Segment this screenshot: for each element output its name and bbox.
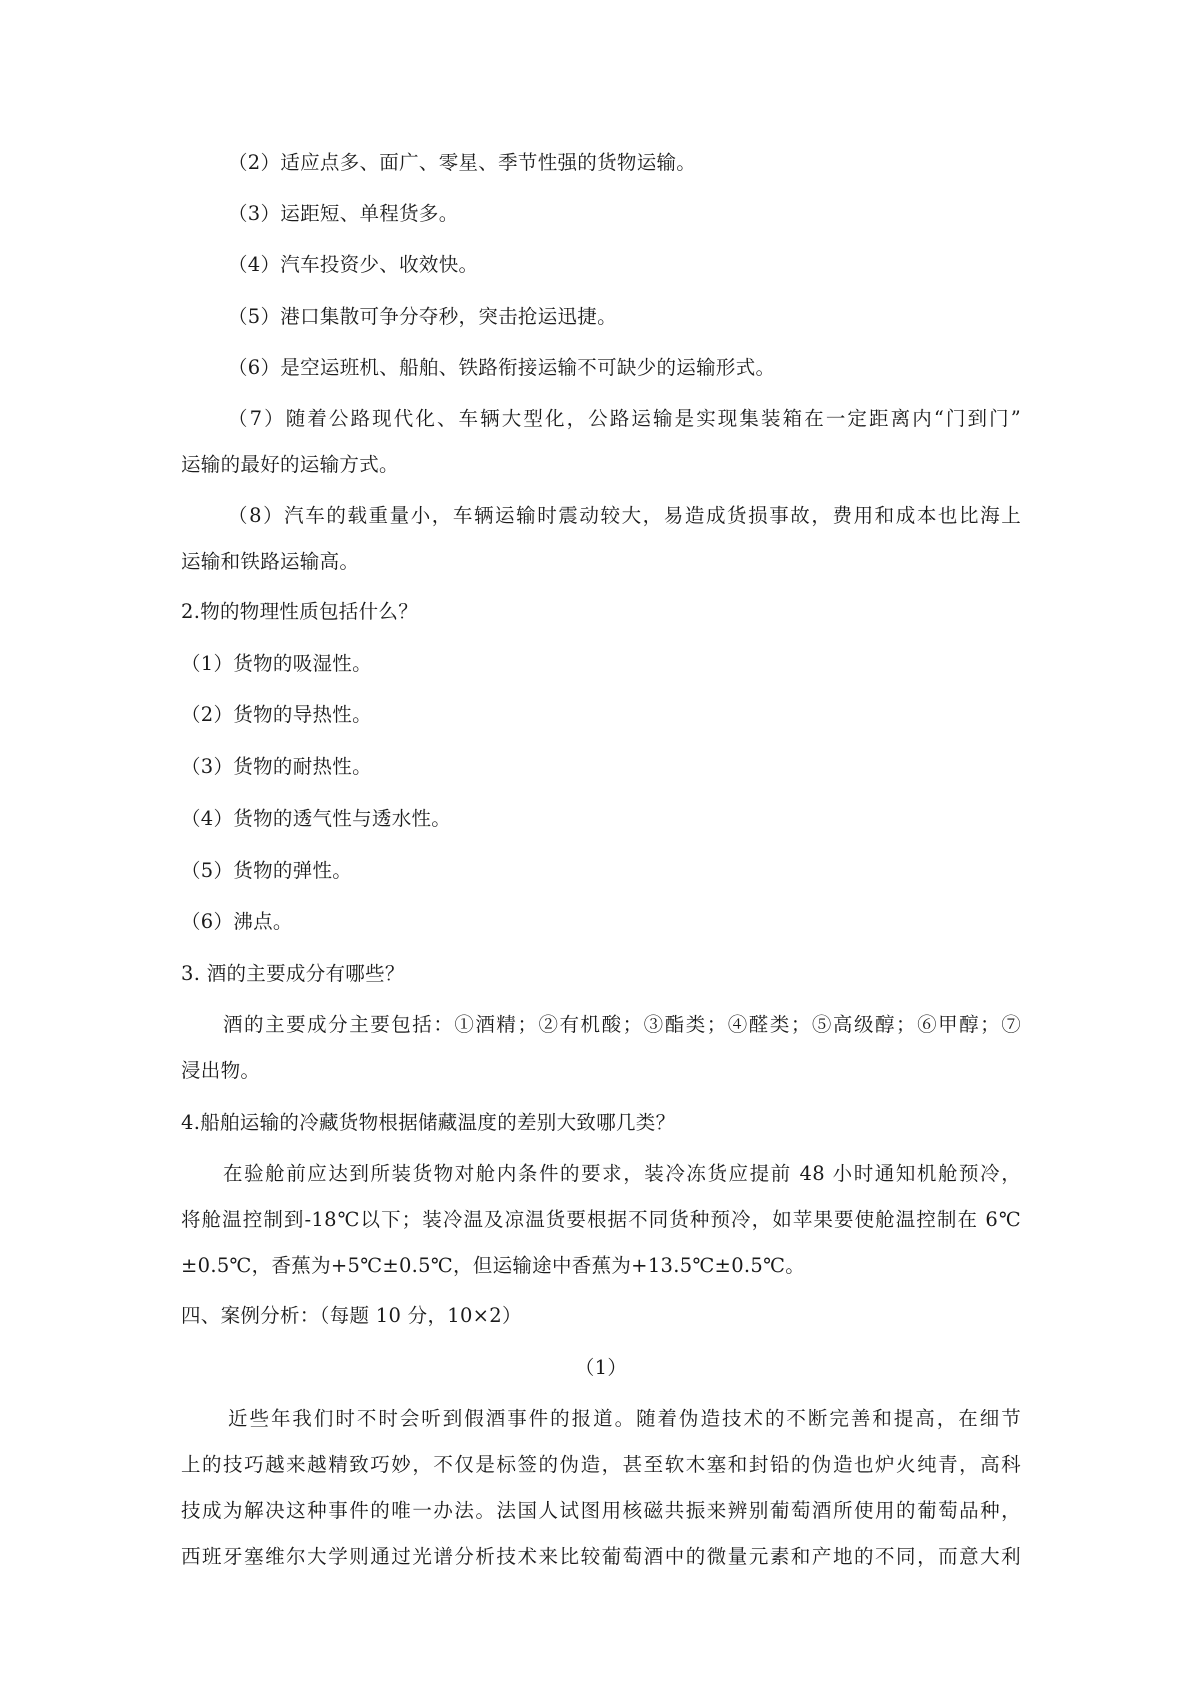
paragraph-line: （8）汽车的载重量小，车辆运输时震动较大，易造成货损事故，费用和成本也比海上	[228, 504, 1021, 527]
case-number: （1）	[574, 1356, 628, 1379]
question-title: 4.船舶运输的冷藏货物根据储藏温度的差别大致哪几类？	[181, 1111, 676, 1134]
paragraph-line: 酒的主要成分主要包括：①酒精；②有机酸；③酯类；④醛类；⑤高级醇；⑥甲醇；⑦	[223, 1013, 1021, 1036]
paragraph-line: 上的技巧越来越精致巧妙，不仅是标签的伪造，甚至软木塞和封铅的伪造也炉火纯青，高科	[181, 1453, 1021, 1476]
list-item: （6）沸点。	[181, 910, 293, 933]
list-item: （5）货物的弹性。	[181, 859, 353, 882]
paragraph-line: ±0.5℃，香蕉为+5℃±0.5℃，但运输途中香蕉为+13.5℃±0.5℃。	[181, 1254, 806, 1277]
list-item: （3）运距短、单程货多。	[228, 202, 459, 225]
list-item: （4）货物的透气性与透水性。	[181, 807, 452, 830]
question-title: 2.物的物理性质包括什么？	[181, 600, 419, 623]
paragraph-line: 在验舱前应达到所装货物对舱内条件的要求，装冷冻货应提前 48 小时通知机舱预冷，	[223, 1162, 1021, 1185]
list-item: （3）货物的耐热性。	[181, 755, 372, 778]
paragraph-line: 技成为解决这种事件的唯一办法。法国人试图用核磁共振来辨别葡萄酒所使用的葡萄品种，	[181, 1499, 1021, 1522]
question-title: 3. 酒的主要成分有哪些？	[181, 962, 405, 985]
paragraph-line: 西班牙塞维尔大学则通过光谱分析技术来比较葡萄酒中的微量元素和产地的不同，而意大利	[181, 1545, 1021, 1568]
list-item: （4）汽车投资少、收效快。	[228, 253, 479, 276]
list-item: （2）货物的导热性。	[181, 703, 372, 726]
paragraph-line: 浸出物。	[181, 1059, 261, 1082]
paragraph-line: 将舱温控制到-18℃以下；装冷温及凉温货要根据不同货种预冷，如苹果要使舱温控制在 6℃	[181, 1208, 1021, 1231]
list-item: （5）港口集散可争分夺秒，突击抢运迅捷。	[228, 305, 617, 328]
paragraph-line: 运输和铁路运输高。	[181, 550, 360, 573]
paragraph-line: 近些年我们时不时会听到假酒事件的报道。随着伪造技术的不断完善和提高，在细节	[228, 1407, 1021, 1430]
paragraph-line: 运输的最好的运输方式。	[181, 453, 399, 476]
paragraph-line: （7）随着公路现代化、车辆大型化，公路运输是实现集装箱在一定距离内“门到门”	[228, 407, 1021, 430]
list-item: （1）货物的吸湿性。	[181, 652, 372, 675]
list-item: （2）适应点多、面广、零星、季节性强的货物运输。	[228, 151, 697, 174]
section-heading: 四、案例分析：（每题 10 分，10×2）	[181, 1304, 522, 1327]
list-item: （6）是空运班机、船舶、铁路衔接运输不可缺少的运输形式。	[228, 356, 776, 379]
